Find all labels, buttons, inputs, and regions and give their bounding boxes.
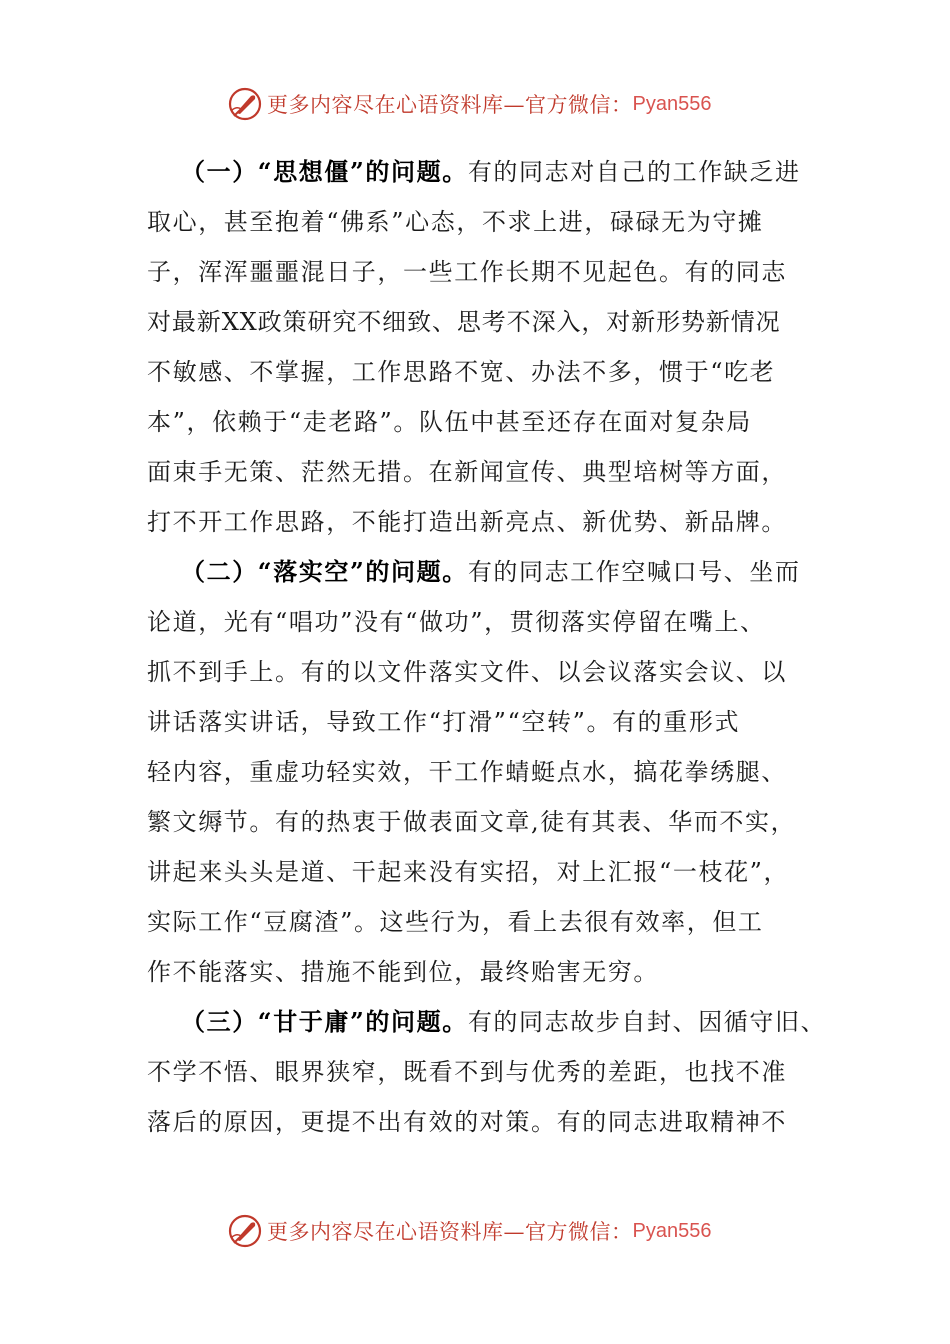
paragraph-3-line-3: 落后的原因，更提不出有效的对策。有的同志进取精神不 xyxy=(147,1108,787,1136)
section-heading-1: （一）“思想僵”的问题。 xyxy=(181,157,468,186)
paragraph-1-line-1: （一）“思想僵”的问题。有的同志对自己的工作缺乏进 xyxy=(181,157,801,186)
watermark-account: Pyan556 xyxy=(632,92,712,115)
paragraph-1-line-4: 对最新XX政策研究不细致、思考不深入，对新形势新情况 xyxy=(147,308,781,336)
paragraph-1-line-2: 取心，甚至抱着“佛系”心态，不求上进，碌碌无为守摊 xyxy=(147,208,764,236)
paragraph-1-line-5: 不敏感、不掌握，工作思路不宽、办法不多，惯于“吃老 xyxy=(147,358,776,386)
paragraph-2-line-6: 繁文缛节。有的热衷于做表面文章,徒有其表、华而不实， xyxy=(147,808,797,836)
paragraph-3-line-1: （三）“甘于庸”的问题。有的同志故步自封、因循守旧、 xyxy=(181,1007,827,1036)
paragraph-2-line-1: （二）“落实空”的问题。有的同志工作空喊口号、坐而 xyxy=(181,557,801,586)
paragraph-1-line-6: 本”，依赖于“走老路”。队伍中甚至还存在面对复杂局 xyxy=(147,408,752,436)
watermark-account: Pyan556 xyxy=(632,1219,712,1242)
paragraph-2-line-3: 抓不到手上。有的以文件落实文件、以会议落实会议、以 xyxy=(147,658,787,686)
paragraph-2-line-9: 作不能落实、措施不能到位，最终贻害无穷。 xyxy=(147,958,659,986)
section-heading-3: （三）“甘于庸”的问题。 xyxy=(181,1007,468,1036)
paragraph-1-line-8: 打不开工作思路，不能打造出新亮点、新优势、新品牌。 xyxy=(147,508,787,536)
paragraph-2-line-2: 论道，光有“唱功”没有“做功”，贯彻落实停留在嘴上、 xyxy=(147,608,766,636)
quill-logo-icon xyxy=(227,86,263,122)
watermark-banner-bottom xyxy=(227,1211,711,1251)
paragraph-1-line-7: 面束手无策、茫然无措。在新闻宣传、典型培树等方面， xyxy=(147,458,787,486)
paragraph-3-line-2: 不学不悟、眼界狭窄，既看不到与优秀的差距，也找不准 xyxy=(147,1058,787,1086)
quill-logo-icon xyxy=(227,1213,263,1249)
paragraph-1-line-3: 子，浑浑噩噩混日子，一些工作长期不见起色。有的同志 xyxy=(147,258,787,286)
document-body xyxy=(147,147,827,1147)
paragraph-2-line-4: 讲话落实讲话，导致工作“打滑”“空转”。有的重形式 xyxy=(147,708,741,736)
section-heading-2: （二）“落实空”的问题。 xyxy=(181,557,468,586)
watermark-text: 更多内容尽在心语资料库—官方微信： xyxy=(267,93,633,117)
paragraph-2-line-8: 实际工作“豆腐渣”。这些行为，看上去很有效率，但工 xyxy=(147,908,764,936)
watermark-text: 更多内容尽在心语资料库—官方微信： xyxy=(267,1220,633,1244)
watermark-banner-top xyxy=(227,84,711,124)
paragraph-2-line-5: 轻内容，重虚功轻实效，干工作蜻蜓点水，搞花拳绣腿、 xyxy=(147,758,787,786)
paragraph-2-line-7: 讲起来头头是道、干起来没有实招，对上汇报“一枝花”， xyxy=(147,858,790,886)
